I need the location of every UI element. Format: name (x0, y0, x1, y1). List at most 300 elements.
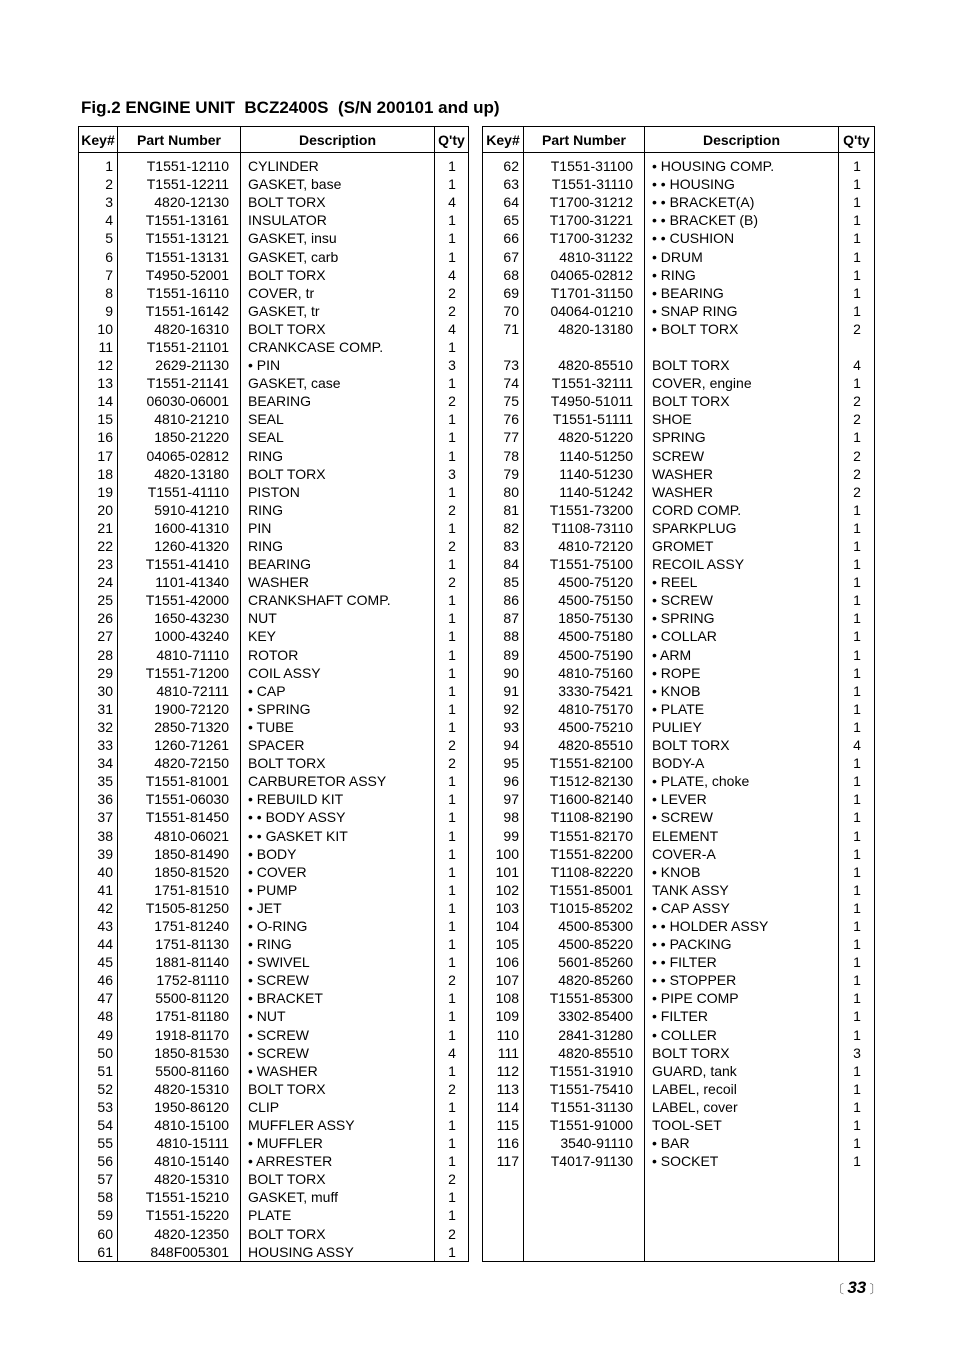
cell-qty: 1 (839, 808, 875, 826)
cell-qty: 1 (435, 447, 469, 465)
cell-part-number: T1108-82220 (524, 863, 645, 881)
cell-qty: 2 (839, 447, 875, 465)
cell-description: LABEL, recoil (645, 1080, 839, 1098)
cell-key: 55 (79, 1134, 118, 1152)
cell-description: • SPRING (241, 700, 435, 718)
table-row (79, 682, 469, 700)
cell-description: • REBUILD KIT (241, 790, 435, 808)
cell-qty: 1 (839, 247, 875, 265)
cell-key: 113 (483, 1080, 524, 1098)
cell-key: 101 (483, 863, 524, 881)
table-row (79, 1188, 469, 1206)
cell-part-number: 4810-75160 (524, 664, 645, 682)
table-row (79, 153, 469, 176)
cell-part-number: 4810-75170 (524, 700, 645, 718)
cell-key: 112 (483, 1062, 524, 1080)
cell-key: 45 (79, 953, 118, 971)
cell-key: 58 (79, 1188, 118, 1206)
table-row (483, 591, 875, 609)
table-row (483, 247, 875, 265)
cell-part-number: T1551-12211 (118, 175, 241, 193)
cell-description: • COLLER (645, 1026, 839, 1044)
cell-part-number: 2850-71320 (118, 718, 241, 736)
cell-qty: 1 (839, 881, 875, 899)
cell-description: • • BRACKET(A) (645, 193, 839, 211)
cell-key (483, 1188, 524, 1206)
cell-part-number: 4810-06021 (118, 826, 241, 844)
table-row (79, 609, 469, 627)
cell-part-number: T1551-16110 (118, 284, 241, 302)
table-row (483, 682, 875, 700)
cell-key: 62 (483, 153, 524, 176)
cell-description: • • HOUSING (645, 175, 839, 193)
parts-table-right (482, 126, 875, 1262)
cell-qty: 1 (435, 700, 469, 718)
cell-description: BEARING (241, 392, 435, 410)
cell-key: 75 (483, 392, 524, 410)
cell-qty: 2 (435, 392, 469, 410)
cell-description: • BRACKET (241, 989, 435, 1007)
cell-part-number: T1551-31110 (524, 175, 645, 193)
cell-part-number: 1600-41310 (118, 519, 241, 537)
table-row (483, 1243, 875, 1262)
table-row (483, 646, 875, 664)
table-row (79, 971, 469, 989)
cell-key: 5 (79, 229, 118, 247)
table-row (483, 519, 875, 537)
cell-description: • FILTER (645, 1007, 839, 1025)
cell-qty: 1 (839, 664, 875, 682)
table-row (483, 772, 875, 790)
cell-qty: 2 (435, 1080, 469, 1098)
cell-qty: 1 (839, 537, 875, 555)
table-row (483, 193, 875, 211)
cell-key: 13 (79, 374, 118, 392)
cell-qty: 1 (839, 1116, 875, 1134)
cell-part-number (524, 1225, 645, 1243)
cell-key: 83 (483, 537, 524, 555)
cell-qty: 1 (839, 627, 875, 645)
cell-qty: 1 (435, 410, 469, 428)
cell-qty: 1 (435, 826, 469, 844)
cell-part-number: 3540-91110 (524, 1134, 645, 1152)
cell-part-number: T1551-21141 (118, 374, 241, 392)
cell-part-number: 1850-81490 (118, 845, 241, 863)
cell-key: 82 (483, 519, 524, 537)
cell-part-number: T4017-91130 (524, 1152, 645, 1170)
cell-qty: 1 (839, 519, 875, 537)
cell-description: • • BODY ASSY (241, 808, 435, 826)
cell-description: SCREW (645, 447, 839, 465)
cell-part-number: 1751-81240 (118, 917, 241, 935)
cell-description (645, 1243, 839, 1262)
cell-key: 111 (483, 1044, 524, 1062)
cell-part-number: 4820-85510 (524, 736, 645, 754)
cell-description: CORD COMP. (645, 501, 839, 519)
cell-key: 40 (79, 863, 118, 881)
cell-part-number: 4500-85300 (524, 917, 645, 935)
cell-description: • HOUSING COMP. (645, 153, 839, 176)
cell-part-number: T1551-85300 (524, 989, 645, 1007)
cell-key: 67 (483, 247, 524, 265)
cell-qty: 1 (435, 1243, 469, 1262)
cell-key: 96 (483, 772, 524, 790)
cell-key: 107 (483, 971, 524, 989)
table-row (79, 284, 469, 302)
cell-part-number: 1140-51250 (524, 447, 645, 465)
cell-description: • PUMP (241, 881, 435, 899)
cell-key: 30 (79, 682, 118, 700)
cell-description: • KNOB (645, 682, 839, 700)
cell-description: • • FILTER (645, 953, 839, 971)
table-row (79, 826, 469, 844)
table-row (79, 175, 469, 193)
cell-qty: 1 (435, 881, 469, 899)
cell-part-number: 848F005301 (118, 1243, 241, 1262)
cell-description: • KNOB (645, 863, 839, 881)
cell-key: 39 (79, 845, 118, 863)
cell-description: RING (241, 537, 435, 555)
cell-part-number: 4820-13180 (524, 320, 645, 338)
cell-key: 50 (79, 1044, 118, 1062)
table-row (79, 754, 469, 772)
cell-description: • PLATE, choke (645, 772, 839, 790)
cell-description: • CAP (241, 682, 435, 700)
cell-part-number: 4500-75180 (524, 627, 645, 645)
cell-qty: 1 (839, 1152, 875, 1170)
table-row (483, 428, 875, 446)
cell-part-number: 1650-43230 (118, 609, 241, 627)
cell-description: WASHER (241, 573, 435, 591)
cell-part-number: T1551-15220 (118, 1206, 241, 1224)
header-description: Description (241, 127, 435, 153)
cell-key: 9 (79, 302, 118, 320)
cell-key: 1 (79, 153, 118, 176)
header-part-number: Part Number (524, 127, 645, 153)
cell-description: BOLT TORX (241, 1080, 435, 1098)
table-row (79, 447, 469, 465)
cell-part-number: T1600-82140 (524, 790, 645, 808)
cell-key: 116 (483, 1134, 524, 1152)
table-row (79, 1080, 469, 1098)
table-row (483, 1044, 875, 1062)
cell-part-number: 4500-75190 (524, 646, 645, 664)
cell-description: COVER, engine (645, 374, 839, 392)
cell-part-number: T1551-51111 (524, 410, 645, 428)
cell-qty: 1 (839, 211, 875, 229)
cell-key: 84 (483, 555, 524, 573)
cell-key: 34 (79, 754, 118, 772)
cell-description: • JET (241, 899, 435, 917)
table-row (483, 211, 875, 229)
cell-part-number: 4810-71110 (118, 646, 241, 664)
cell-qty: 2 (435, 573, 469, 591)
table-row (79, 881, 469, 899)
cell-part-number: 4500-75120 (524, 573, 645, 591)
cell-description: BOLT TORX (241, 465, 435, 483)
cell-qty: 1 (435, 1152, 469, 1170)
cell-qty: 4 (435, 266, 469, 284)
cell-qty: 1 (435, 790, 469, 808)
cell-qty: 1 (435, 1026, 469, 1044)
table-row (79, 790, 469, 808)
cell-description: BOLT TORX (241, 320, 435, 338)
cell-key: 76 (483, 410, 524, 428)
cell-key: 38 (79, 826, 118, 844)
cell-key: 93 (483, 718, 524, 736)
cell-key: 69 (483, 284, 524, 302)
cell-description: • SWIVEL (241, 953, 435, 971)
cell-part-number: T1551-12110 (118, 153, 241, 176)
table-row (79, 247, 469, 265)
cell-part-number: T1551-82170 (524, 826, 645, 844)
cell-key: 15 (79, 410, 118, 428)
table-row (483, 229, 875, 247)
table-row (483, 1152, 875, 1170)
cell-part-number: 1000-43240 (118, 627, 241, 645)
table-row (483, 971, 875, 989)
cell-description: • PIPE COMP (645, 989, 839, 1007)
cell-key: 71 (483, 320, 524, 338)
cell-key: 35 (79, 772, 118, 790)
cell-description (645, 1188, 839, 1206)
header-qty: Q'ty (435, 127, 469, 153)
cell-part-number: 5500-81120 (118, 989, 241, 1007)
table-row (79, 808, 469, 826)
cell-key: 87 (483, 609, 524, 627)
cell-part-number: 1918-81170 (118, 1026, 241, 1044)
table-row (483, 410, 875, 428)
table-row (483, 284, 875, 302)
cell-key: 27 (79, 627, 118, 645)
cell-key: 18 (79, 465, 118, 483)
cell-key: 92 (483, 700, 524, 718)
cell-qty: 1 (435, 845, 469, 863)
cell-qty: 1 (839, 266, 875, 284)
cell-qty: 2 (435, 1225, 469, 1243)
cell-qty: 1 (435, 989, 469, 1007)
cell-key: 20 (79, 501, 118, 519)
cell-key: 21 (79, 519, 118, 537)
table-row (483, 718, 875, 736)
cell-description: • • HOLDER ASSY (645, 917, 839, 935)
table-row (79, 935, 469, 953)
cell-description: • COLLAR (645, 627, 839, 645)
cell-part-number: 4820-13180 (118, 465, 241, 483)
cell-key: 49 (79, 1026, 118, 1044)
cell-part-number: T1551-31100 (524, 153, 645, 176)
cell-key: 23 (79, 555, 118, 573)
cell-description: CRANKCASE COMP. (241, 338, 435, 356)
cell-part-number: 4810-21210 (118, 410, 241, 428)
cell-description: PIN (241, 519, 435, 537)
cell-description: BOLT TORX (241, 1170, 435, 1188)
table-row (79, 1026, 469, 1044)
cell-qty: 1 (839, 1080, 875, 1098)
cell-qty: 3 (839, 1044, 875, 1062)
cell-key: 37 (79, 808, 118, 826)
table-row (79, 1007, 469, 1025)
cell-key: 114 (483, 1098, 524, 1116)
table-row (79, 1206, 469, 1224)
cell-key (483, 338, 524, 356)
cell-part-number: T1551-13131 (118, 247, 241, 265)
cell-qty: 2 (435, 971, 469, 989)
cell-qty: 1 (839, 772, 875, 790)
cell-part-number (524, 1170, 645, 1188)
cell-key: 16 (79, 428, 118, 446)
header-description: Description (645, 127, 839, 153)
cell-part-number: T1551-21101 (118, 338, 241, 356)
cell-key: 25 (79, 591, 118, 609)
table-row (79, 863, 469, 881)
cell-qty (839, 1206, 875, 1224)
cell-part-number: 1140-51230 (524, 465, 645, 483)
cell-qty: 1 (839, 700, 875, 718)
cell-qty: 1 (839, 573, 875, 591)
cell-description: • SCREW (645, 808, 839, 826)
cell-qty: 1 (435, 899, 469, 917)
cell-qty: 1 (839, 229, 875, 247)
cell-description: • PLATE (645, 700, 839, 718)
cell-key: 78 (483, 447, 524, 465)
cell-description: SEAL (241, 428, 435, 446)
cell-key: 44 (79, 935, 118, 953)
cell-qty: 1 (435, 428, 469, 446)
cell-description: • BOLT TORX (645, 320, 839, 338)
cell-qty: 1 (435, 338, 469, 356)
cell-qty: 1 (435, 627, 469, 645)
cell-part-number: 1260-41320 (118, 537, 241, 555)
cell-description: RING (241, 501, 435, 519)
cell-part-number: 1751-81180 (118, 1007, 241, 1025)
cell-description: • LEVER (645, 790, 839, 808)
cell-part-number: T1551-82100 (524, 754, 645, 772)
cell-qty (839, 1170, 875, 1188)
cell-description: BODY-A (645, 754, 839, 772)
cell-part-number: T1551-32111 (524, 374, 645, 392)
cell-part-number: 1260-71261 (118, 736, 241, 754)
table-row (483, 555, 875, 573)
cell-key: 66 (483, 229, 524, 247)
table-row (483, 863, 875, 881)
cell-qty: 1 (435, 953, 469, 971)
cell-key: 88 (483, 627, 524, 645)
table-row (483, 465, 875, 483)
cell-key: 59 (79, 1206, 118, 1224)
cell-part-number (524, 338, 645, 356)
table-row (483, 573, 875, 591)
cell-part-number: 4500-85220 (524, 935, 645, 953)
cell-description: CRANKSHAFT COMP. (241, 591, 435, 609)
table-row (79, 1243, 469, 1262)
cell-description: • PIN (241, 356, 435, 374)
cell-description: WASHER (645, 483, 839, 501)
table-row (483, 953, 875, 971)
cell-key: 95 (483, 754, 524, 772)
cell-qty: 1 (435, 808, 469, 826)
cell-description: RECOIL ASSY (645, 555, 839, 573)
header-part-number: Part Number (118, 127, 241, 153)
cell-qty: 1 (435, 1062, 469, 1080)
cell-key: 70 (483, 302, 524, 320)
cell-description: LABEL, cover (645, 1098, 839, 1116)
cell-description: GASKET, case (241, 374, 435, 392)
cell-qty: 1 (839, 953, 875, 971)
cell-part-number: T1551-06030 (118, 790, 241, 808)
cell-key: 106 (483, 953, 524, 971)
cell-qty: 2 (839, 320, 875, 338)
cell-key: 77 (483, 428, 524, 446)
cell-qty: 1 (435, 153, 469, 176)
cell-qty: 1 (839, 1134, 875, 1152)
cell-part-number: T1551-71200 (118, 664, 241, 682)
table-row (79, 465, 469, 483)
table-row (79, 736, 469, 754)
cell-part-number: 1140-51242 (524, 483, 645, 501)
cell-qty: 2 (435, 537, 469, 555)
cell-description: • • BRACKET (B) (645, 211, 839, 229)
cell-qty: 1 (435, 555, 469, 573)
cell-qty: 1 (839, 971, 875, 989)
cell-qty: 1 (435, 591, 469, 609)
cell-part-number: 4820-16310 (118, 320, 241, 338)
cell-key: 61 (79, 1243, 118, 1262)
cell-part-number: 1881-81140 (118, 953, 241, 971)
table-row (79, 555, 469, 573)
cell-qty: 1 (839, 284, 875, 302)
cell-qty: 1 (435, 682, 469, 700)
table-row (483, 302, 875, 320)
table-row (79, 302, 469, 320)
table-row (79, 229, 469, 247)
cell-part-number: 06030-06001 (118, 392, 241, 410)
cell-part-number: T1551-85001 (524, 881, 645, 899)
table-row (483, 483, 875, 501)
cell-key: 104 (483, 917, 524, 935)
cell-description: • BEARING (645, 284, 839, 302)
cell-description: • COVER (241, 863, 435, 881)
cell-key (483, 1243, 524, 1262)
table-row (79, 501, 469, 519)
table-row (79, 193, 469, 211)
cell-qty: 1 (839, 153, 875, 176)
cell-description: WASHER (645, 465, 839, 483)
cell-qty: 1 (435, 1206, 469, 1224)
cell-qty (839, 1225, 875, 1243)
cell-description (645, 1206, 839, 1224)
cell-key (483, 1170, 524, 1188)
cell-qty: 1 (435, 1188, 469, 1206)
cell-part-number: T4950-52001 (118, 266, 241, 284)
table-row (79, 356, 469, 374)
cell-key: 11 (79, 338, 118, 356)
cell-qty: 1 (839, 501, 875, 519)
cell-key: 86 (483, 591, 524, 609)
table-row (483, 899, 875, 917)
cell-description: • RING (645, 266, 839, 284)
cell-part-number: T1551-31130 (524, 1098, 645, 1116)
cell-description: • REEL (645, 573, 839, 591)
cell-description: • • STOPPER (645, 971, 839, 989)
cell-part-number: 1101-41340 (118, 573, 241, 591)
cell-part-number: T4950-51011 (524, 392, 645, 410)
table-row (79, 1062, 469, 1080)
table-row (483, 266, 875, 284)
cell-part-number: T1551-82200 (524, 845, 645, 863)
cell-part-number: 5500-81160 (118, 1062, 241, 1080)
table-row (483, 845, 875, 863)
